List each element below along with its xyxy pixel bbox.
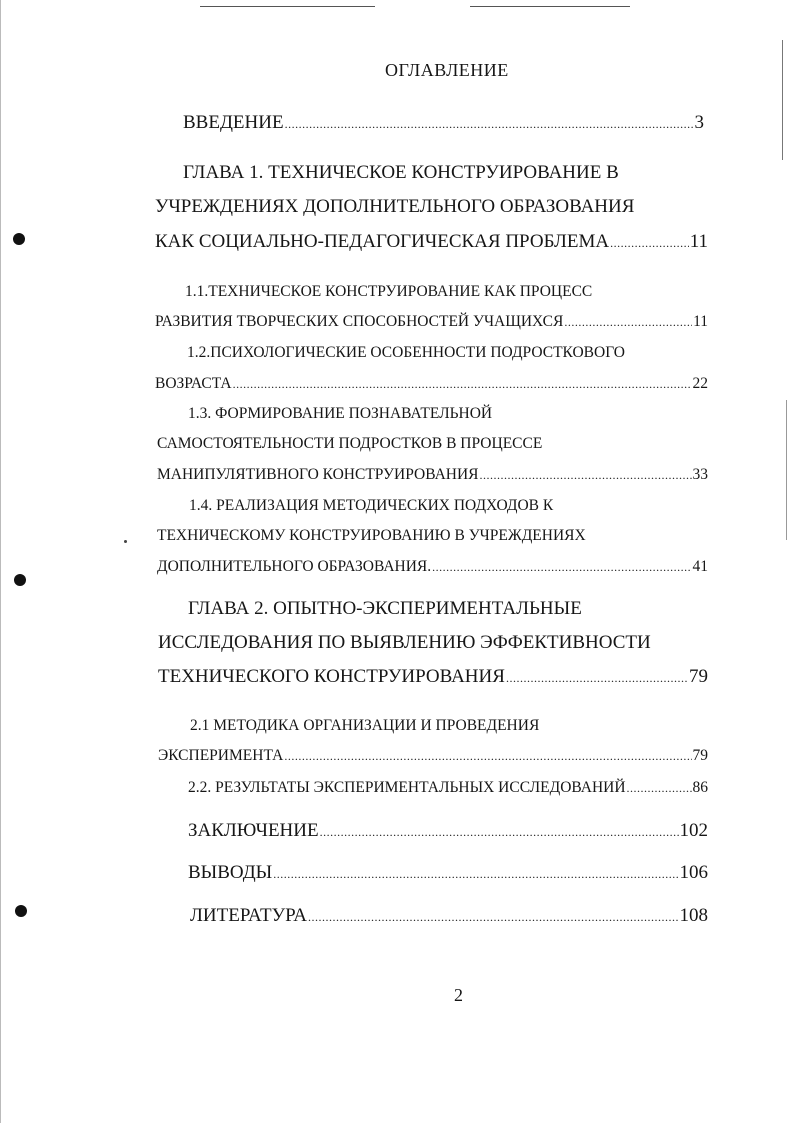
toc-entry-text: КАК СОЦИАЛЬНО-ПЕДАГОГИЧЕСКАЯ ПРОБЛЕМА [155,231,610,252]
section-1-4-line-2: ТЕХНИЧЕСКОМУ КОНСТРУИРОВАНИЮ В УЧРЕЖДЕНИЯХ [157,527,586,544]
toc-entry-section-1-2[interactable] [155,375,708,393]
dot-leader [308,910,679,925]
toc-entry-text: РАЗВИТИЯ ТВОРЧЕСКИХ СПОСОБНОСТЕЙ УЧАЩИХСЯ [155,313,564,330]
toc-page-number: 22 [692,375,708,392]
toc-entry-section-1-4[interactable] [157,558,708,576]
toc-entry-introduction[interactable] [183,112,704,134]
chapter-2-heading-line-1: ГЛАВА 2. ОПЫТНО-ЭКСПЕРИМЕНТАЛЬНЫЕ [188,598,582,619]
toc-page-number: 33 [692,466,708,483]
chapter-1-heading-line-2: УЧРЕЖДЕНИЯХ ДОПОЛНИТЕЛЬНОГО ОБРАЗОВАНИЯ [155,196,635,217]
punch-hole-icon [14,574,26,586]
toc-entry-text: 2.2. РЕЗУЛЬТАТЫ ЭКСПЕРИМЕНТАЛЬНЫХ ИССЛЕДОВАНИЙ [188,779,626,796]
toc-page-number: 86 [692,779,708,796]
section-1-1-line-1: 1.1.ТЕХНИЧЕСКОЕ КОНСТРУИРОВАНИЕ КАК ПРОЦЕСС [185,283,593,300]
toc-title: ОГЛАВЛЕНИЕ [385,60,509,80]
section-2-1-line-1: 2.1 МЕТОДИКА ОРГАНИЗАЦИИ И ПРОВЕДЕНИЯ [190,717,540,734]
dot-leader [627,781,692,796]
dot-leader [506,671,688,686]
toc-entry-section-2-1[interactable] [158,747,708,765]
toc-page-number: 79 [692,747,708,764]
toc-entry-text: ВЫВОДЫ [188,862,273,883]
toc-page-number: 108 [679,905,708,926]
page-number: 2 [454,985,463,1005]
dot-leader [564,315,692,330]
toc-page-number: 79 [689,666,708,687]
toc-page-number: 102 [679,820,708,841]
toc-entry-section-1-3[interactable] [157,466,708,484]
dot-leader [285,117,694,132]
dot-leader [273,867,678,882]
toc-entry-conclusion[interactable] [188,820,708,842]
section-1-2-line-1: 1.2.ПСИХОЛОГИЧЕСКИЕ ОСОБЕННОСТИ ПОДРОСТКОВОГО [187,344,625,361]
toc-entry-text: ЗАКЛЮЧЕНИЕ [188,820,319,841]
chapter-2-heading-line-2: ИССЛЕДОВАНИЯ ПО ВЫЯВЛЕНИЮ ЭФФЕКТИВНОСТИ [158,632,651,653]
scan-top-line [200,6,375,7]
dot-leader [432,560,691,575]
dot-leader [320,825,679,840]
toc-entry-text: МАНИПУЛЯТИВНОГО КОНСТРУИРОВАНИЯ [157,466,479,483]
dot-leader [284,749,691,764]
punch-hole-icon [15,905,27,917]
dot-leader [233,377,692,392]
toc-page-number: 3 [694,112,704,133]
toc-entry-text: ТЕХНИЧЕСКОГО КОНСТРУИРОВАНИЯ [158,666,505,687]
toc-page-number: 41 [692,558,708,575]
toc-entry-text: ДОПОЛНИТЕЛЬНОГО ОБРАЗОВАНИЯ. [157,558,432,575]
toc-page-number: 11 [689,231,708,252]
dot-leader [610,236,689,251]
toc-page-number: 106 [679,862,708,883]
scan-top-line [470,6,630,7]
chapter-1-heading-line-1: ГЛАВА 1. ТЕХНИЧЕСКОЕ КОНСТРУИРОВАНИЕ В [183,162,619,183]
section-1-4-line-1: 1.4. РЕАЛИЗАЦИЯ МЕТОДИЧЕСКИХ ПОДХОДОВ К [189,497,554,514]
toc-entry-text: ВВЕДЕНИЕ [183,112,284,133]
toc-entry-section-2-2[interactable] [188,779,708,797]
toc-entry-text: ВОЗРАСТА [155,375,232,392]
toc-entry-literature[interactable] [190,905,708,927]
toc-entry-text: ЛИТЕРАТУРА [190,905,307,926]
section-1-3-line-1: 1.3. ФОРМИРОВАНИЕ ПОЗНАВАТЕЛЬНОЙ [188,405,493,422]
scan-speck [124,540,127,543]
scan-right-edge [782,40,783,160]
punch-hole-icon [13,233,25,245]
dot-leader [480,468,692,483]
section-1-3-line-2: САМОСТОЯТЕЛЬНОСТИ ПОДРОСТКОВ В ПРОЦЕССЕ [157,435,543,452]
toc-entry-section-1-1[interactable] [155,313,708,331]
toc-entry-chapter-2[interactable] [158,666,708,688]
toc-entry-findings[interactable] [188,862,708,884]
scan-right-edge [786,400,787,540]
toc-page-number: 11 [693,313,708,330]
toc-entry-chapter-1[interactable] [155,231,708,253]
toc-entry-text: ЭКСПЕРИМЕНТА [158,747,284,764]
scan-left-edge [0,0,1,1123]
